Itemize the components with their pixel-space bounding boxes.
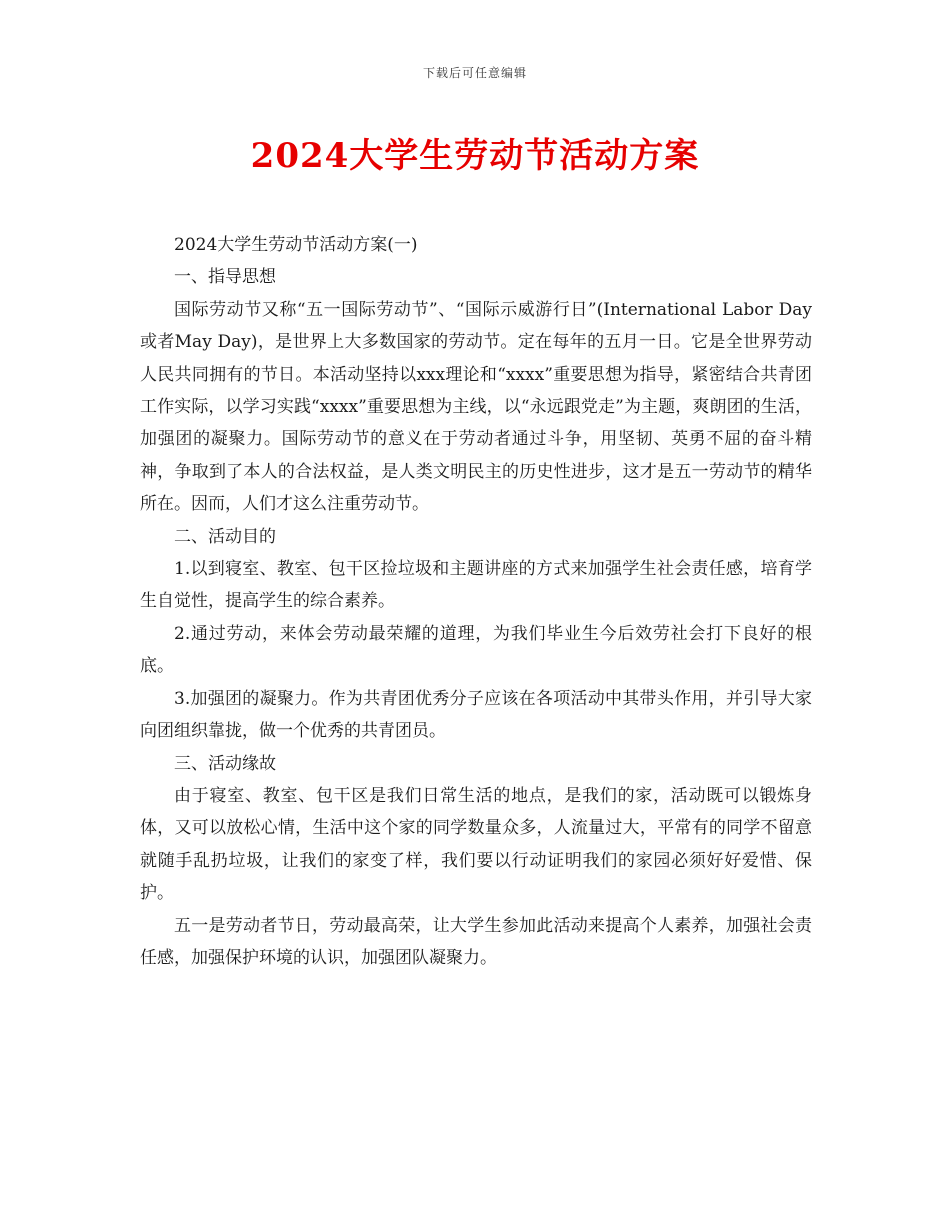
header-note: 下载后可任意编辑 bbox=[422, 66, 527, 80]
paragraph-guiding-ideology: 国际劳动节又称“五一国际劳动节”、“国际示威游行日”(International Labor Day或者May Day)，是世界上大多数国家的劳动节。定在每年的五月一日。它是全世界劳动人民共同拥有的节日。本活动坚持以xxx理论和“xxxx”重要思想为指导，紧密结合共青团工作实际，以学习实践“xxxx”重要思想为主线，以“永远跟党走”为主题，爽朗团的生活，加强团的凝聚力。国际劳动节的意义在于劳动者通过斗争，用坚韧、英勇不屈的奋斗精神，争取到了本人的合法权益，是人类文明民主的历史性进步，这才是五一劳动节的精华所在。因而，人们才这么注重劳动节。 bbox=[140, 299, 812, 515]
heading-guiding-ideology: 一、指导思想 bbox=[174, 267, 276, 288]
document-title: 2024大学生劳动节活动方案 bbox=[250, 136, 700, 176]
paragraph-reason-1: 由于寝室、教室、包干区是我们日常生活的地点，是我们的家，活动既可以锻炼身体，又可以放松心情，生活中这个家的同学数量众多，人流量过大，平常有的同学不留意就随手乱扔垃圾，让我们的家变了样，我们要以行动证明我们的家园必须好好爱惜、保护。 bbox=[140, 785, 812, 904]
document-body bbox=[140, 229, 812, 974]
heading-activity-purpose: 二、活动目的 bbox=[174, 526, 276, 547]
paragraph-purpose-2: 2.通过劳动，来体会劳动最荣耀的道理，为我们毕业生今后效劳社会打下良好的根底。 bbox=[140, 623, 812, 677]
section-subtitle: 2024大学生劳动节活动方案(一) bbox=[174, 235, 418, 255]
heading-activity-reason: 三、活动缘故 bbox=[174, 753, 276, 774]
paragraph-purpose-1: 1.以到寝室、教室、包干区捡垃圾和主题讲座的方式来加强学生社会责任感，培育学生自觉性，提高学生的综合素养。 bbox=[140, 559, 812, 612]
paragraph-purpose-3: 3.加强团的凝聚力。作为共青团优秀分子应该在各项活动中其带头作用，并引导大家向团组织靠拢，做一个优秀的共青团员。 bbox=[140, 688, 812, 742]
paragraph-reason-2: 五一是劳动者节日，劳动最高荣，让大学生参加此活动来提高个人素养，加强社会责任感，加强保护环境的认识，加强团队凝聚力。 bbox=[140, 915, 812, 968]
